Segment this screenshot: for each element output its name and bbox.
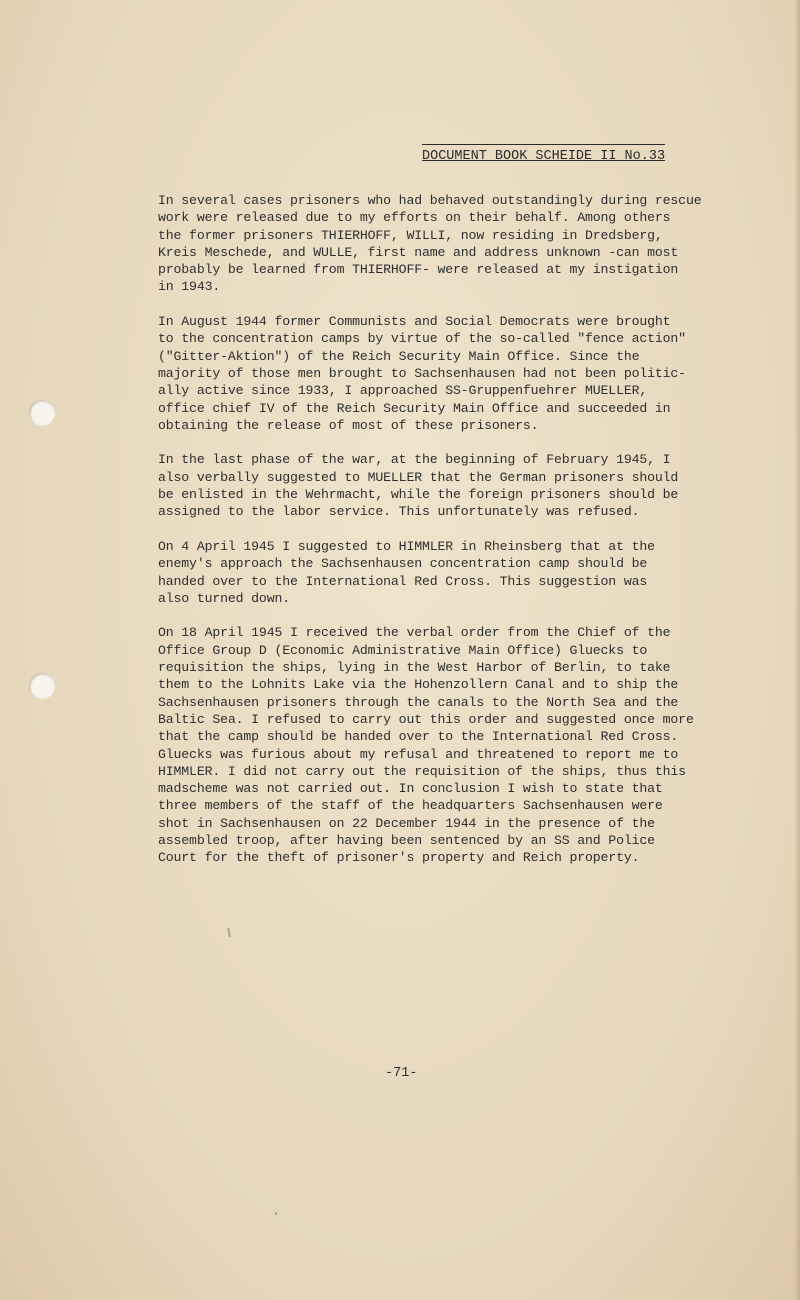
text-line: Gluecks was furious about my refusal and threatened to report me to	[158, 746, 679, 762]
text-line: in 1943.	[158, 279, 221, 295]
text-line: office chief IV of the Reich Security Main Office and succeeded in	[158, 400, 671, 416]
text-line: In several cases prisoners who had behaved outstandingly during rescue	[158, 193, 702, 208]
text-line: Baltic Sea. I refused to carry out this order and suggested once more	[158, 711, 694, 727]
text-line: madscheme was not carried out. In conclusion I wish to state that	[158, 781, 663, 797]
stray-ink-mark	[275, 1212, 277, 1215]
text-line: the former prisoners THIERHOFF, WILLI, now residing in Dredsberg,	[158, 227, 663, 243]
text-line: also verbally suggested to MUELLER that the German prisoners should	[158, 469, 679, 485]
text-line: assembled troop, after having been sentenced by an SS and Police	[158, 832, 655, 848]
text-line: probably be learned from THIERHOFF- were released at my instigation	[158, 262, 679, 278]
text-line: On 4 April 1945 I suggested to HIMMLER in Rheinsberg that at the	[158, 538, 655, 554]
text-line: assigned to the labor service. This unfortunately was refused.	[158, 504, 640, 520]
text-line: shot in Sachsenhausen on 22 December 1944 in the presence of the	[158, 815, 655, 831]
text-line: that the camp should be handed over to the International Red Cross.	[158, 729, 679, 745]
text-line: Kreis Meschede, and WULLE, first name and address unknown -can most	[158, 244, 679, 260]
text-line: In August 1944 former Communists and Social Democrats were brought	[158, 314, 671, 330]
text-line: HIMMLER. I did not carry out the requisition of the ships, thus this	[158, 763, 686, 779]
text-line: ("Gitter-Aktion") of the Reich Security Main Office. Since the	[158, 348, 640, 364]
text-line: enemy's approach the Sachsenhausen concentration camp should be	[158, 556, 648, 572]
text-line: Office Group D (Economic Administrative Main Office) Gluecks to	[158, 642, 648, 658]
text-line: On 18 April 1945 I received the verbal order from the Chief of the	[158, 625, 671, 641]
paragraph-rescue-work-releases	[158, 192, 798, 296]
text-line: majority of those men brought to Sachsenhausen had not been politic-	[158, 365, 686, 381]
stray-ink-mark	[227, 928, 231, 937]
text-line: to the concentration camps by virtue of the so-called "fence action"	[158, 331, 686, 347]
text-line: also turned down.	[158, 590, 290, 606]
paragraph-last-phase-of-war	[158, 451, 798, 520]
text-line: In the last phase of the war, at the beginning of February 1945, I	[158, 452, 671, 468]
text-line: be enlisted in the Wehrmacht, while the foreign prisoners should be	[158, 487, 679, 503]
text-line: them to the Lohnits Lake via the Hohenzollern Canal and to ship the	[158, 677, 679, 693]
page-number: -71-	[385, 1066, 418, 1081]
text-line: work were released due to my efforts on their behalf. Among others	[158, 210, 671, 226]
paragraph-ships-order	[158, 624, 798, 866]
text-line: requisition the ships, lying in the West Harbor of Berlin, to take	[158, 660, 671, 676]
text-line: Court for the theft of prisoner's property and Reich property.	[158, 850, 640, 866]
punch-hole-icon	[29, 673, 55, 699]
text-line: ally active since 1933, I approached SS-Gruppenfuehrer MUELLER,	[158, 383, 648, 399]
text-line: Sachsenhausen prisoners through the canals to the North Sea and the	[158, 694, 679, 710]
text-line: obtaining the release of most of these prisoners.	[158, 417, 539, 433]
paragraph-fence-action	[158, 313, 798, 434]
punch-hole-icon	[29, 400, 55, 426]
document-body	[158, 192, 798, 884]
text-line: handed over to the International Red Cross. This suggestion was	[158, 573, 648, 589]
document-book-header: DOCUMENT BOOK SCHEIDE II No.33	[422, 144, 665, 164]
paragraph-red-cross-suggestion	[158, 538, 798, 607]
text-line: three members of the staff of the headquarters Sachsenhausen were	[158, 798, 663, 814]
